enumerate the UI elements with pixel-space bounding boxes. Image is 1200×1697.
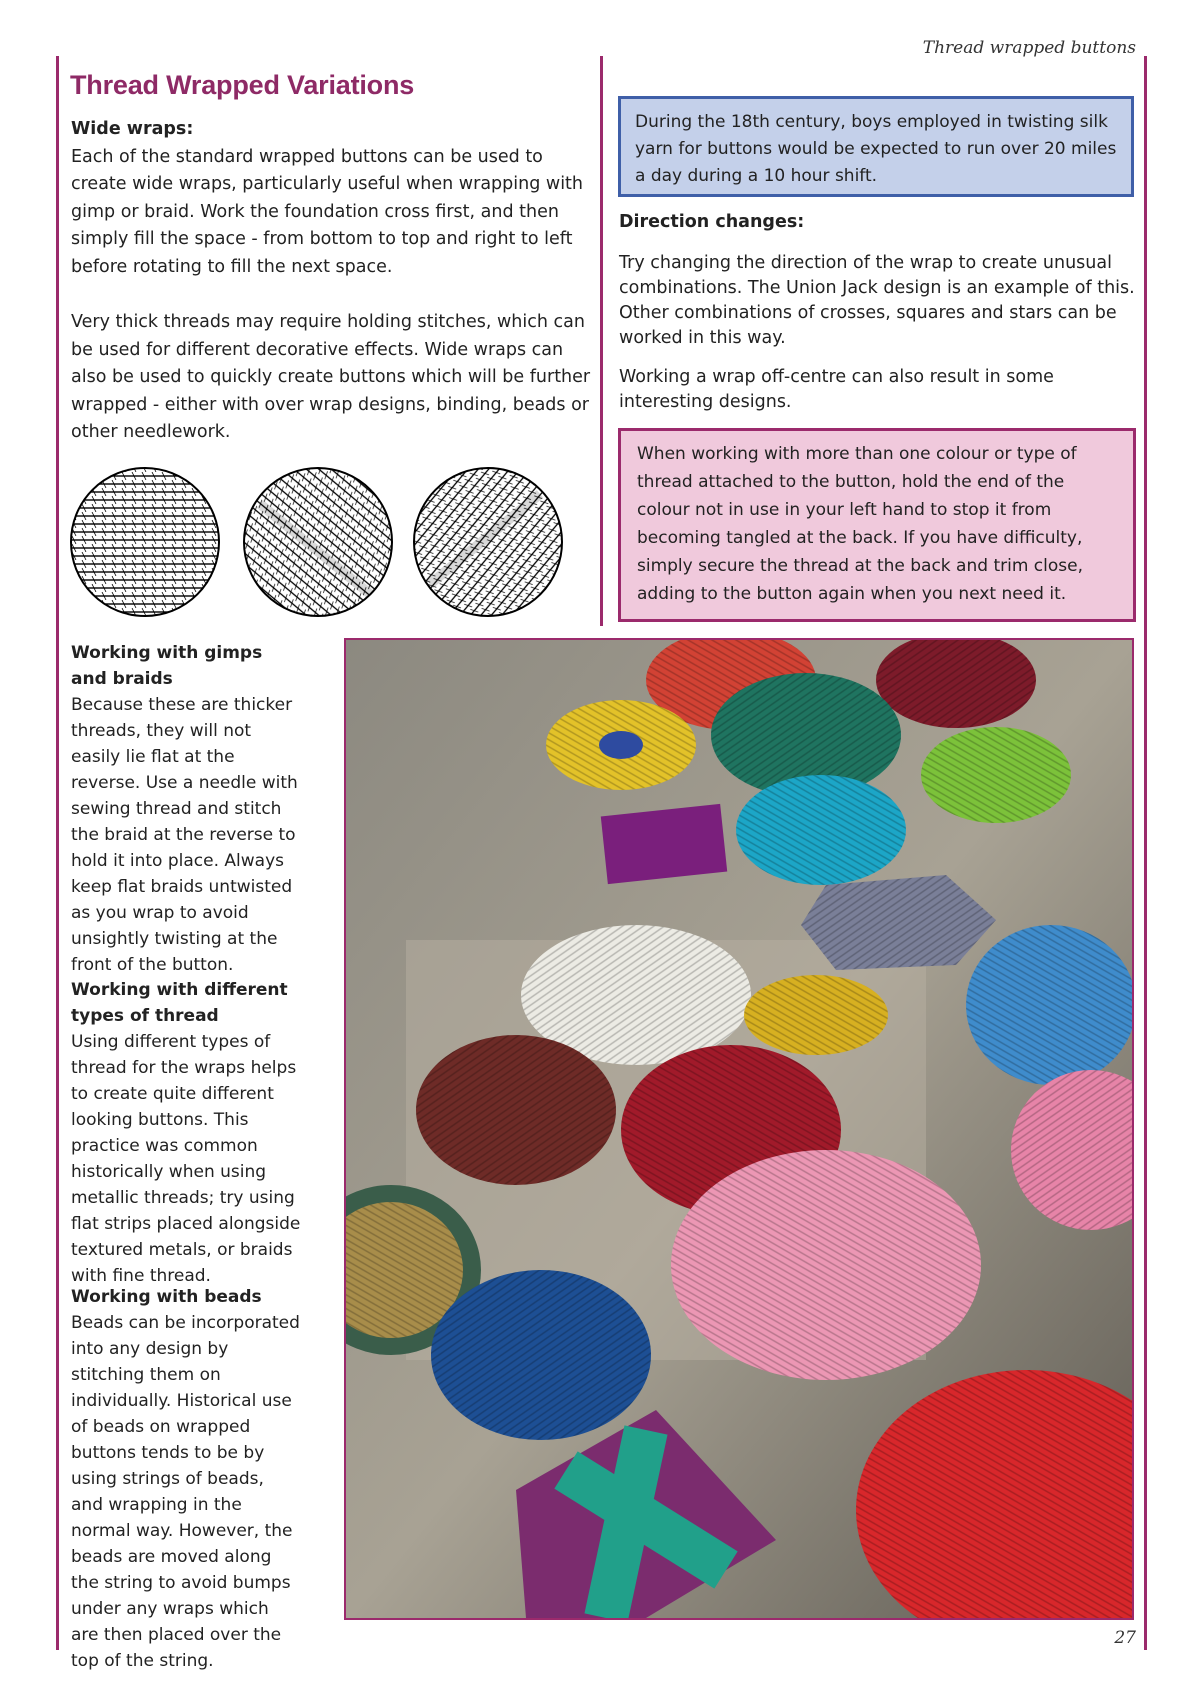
button-illustration-horizontal	[71, 468, 219, 616]
wide-wraps-paragraph-1: Each of the standard wrapped buttons can be used to create wide wraps, particularly useful when wrapping with gimp or braid. Work the foundation cross first, and then simply fill the space - from bottom to top and right to left before rotating to fill the next space.	[71, 146, 584, 277]
photo-button-pink-celtic	[671, 1150, 981, 1380]
photo-button-brown-braid	[416, 1035, 616, 1185]
photo-button-blue-right	[966, 925, 1132, 1085]
photo-button-blue-beaded	[431, 1270, 651, 1440]
photo-button-yellow-star	[744, 975, 888, 1055]
photo-button-purple-square	[601, 804, 727, 884]
thread-types-text: Using different types of thread for the wraps helps to create quite different looking buttons. This practice was common historically when using metallic threads; try using flat strips placed alongside textured metals, or braids with fine thread.	[71, 1032, 301, 1286]
gimps-braids-heading: Working with gimps and braids	[71, 643, 263, 689]
gimps-braids-section	[71, 640, 301, 978]
beads-section	[71, 1284, 301, 1674]
button-illustration-diagonal	[244, 468, 392, 616]
page-title: Thread Wrapped Variations	[70, 70, 415, 100]
running-header: Thread wrapped buttons	[922, 38, 1136, 58]
wide-wraps-section	[71, 116, 591, 281]
wide-wraps-paragraph-2: Very thick threads may require holding stitches, which can be used for different decorative effects. Wide wraps can also be used to quickly create buttons which will be further wrapped - either with over wrap designs, binding, beads or other needlework.	[71, 312, 591, 442]
wrapped-buttons-photo-graphic	[346, 640, 1132, 1618]
photo-button-yellow-blue	[546, 700, 696, 790]
photo-button-rainbow	[921, 727, 1071, 823]
photo-button-turquoise	[736, 775, 906, 885]
thread-types-section	[71, 977, 301, 1289]
left-margin-rule	[56, 56, 59, 1650]
gimps-braids-text: Because these are thicker threads, they will not easily lie flat at the reverse. Use a needle with sewing thread and stitch the braid at the reverse to hold it into place. Always keep flat braids untwisted as you wrap to avoid unsightly twisting at the front of the button.	[71, 695, 298, 975]
wrapped-buttons-photo	[344, 638, 1134, 1620]
right-margin-rule	[1144, 56, 1147, 1650]
thread-types-heading: Working with different types of thread	[71, 980, 288, 1026]
direction-changes-paragraph-1: Try changing the direction of the wrap to create unusual combinations. The Union Jack design is an example of this. Other combinations of crosses, squares and stars can be worked in this way.	[619, 253, 1135, 348]
wrapped-button-illustrations	[70, 464, 580, 624]
historical-fact-box: During the 18th century, boys employed in twisting silk yarn for buttons would be expected to run over 20 miles a day during a 10 hour shift.	[618, 96, 1134, 197]
direction-changes-heading: Direction changes:	[619, 212, 805, 232]
direction-changes-paragraph-2: Working a wrap off-centre can also result in some interesting designs.	[619, 367, 1054, 412]
page-number: 27	[1114, 1628, 1136, 1648]
wide-wraps-heading: Wide wraps:	[71, 119, 194, 139]
colour-tip-box: When working with more than one colour or type of thread attached to the button, hold the end of the colour not in use in your left hand to stop it from becoming tangled at the back. If you have difficulty, simply secure the thread at the back and trim close, adding to the button again when you next need it.	[618, 428, 1136, 622]
beads-heading: Working with beads	[71, 1287, 262, 1307]
button-illustration-cross	[414, 468, 562, 616]
beads-text: Beads can be incorporated into any design by stitching them on individually. Historical use of beads on wrapped buttons tends to be by using strings of beads, and wrapping in the normal way. However, the beads are moved along the string to avoid bumps under any wraps which are then placed over the top of the string.	[71, 1313, 300, 1671]
column-divider-rule	[600, 56, 603, 626]
